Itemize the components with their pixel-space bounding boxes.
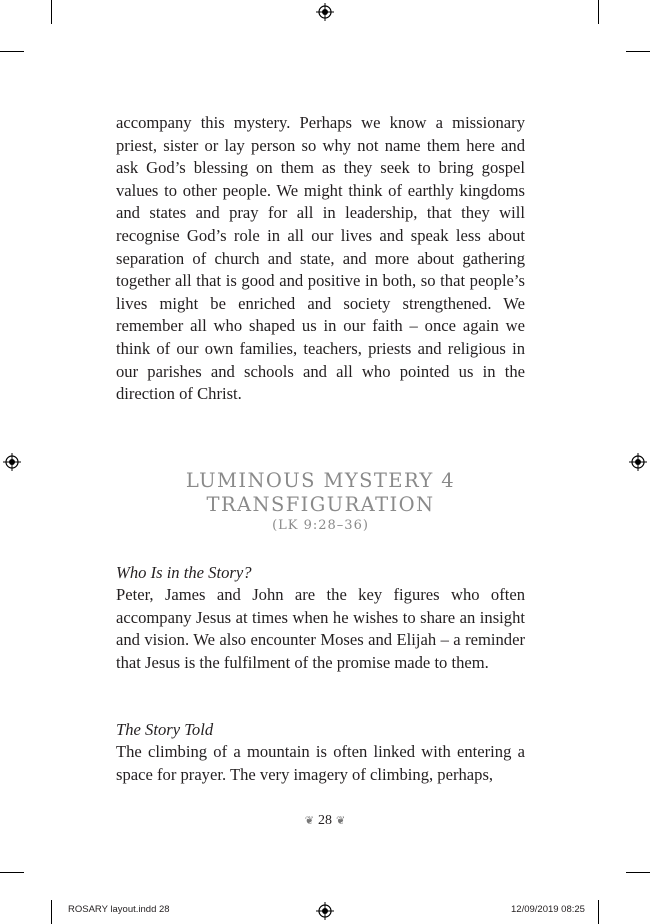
registration-mark-icon [3,453,21,471]
crop-mark [598,900,599,924]
registration-mark-icon [316,902,334,920]
page-number [0,813,650,829]
section-title: The Story Told [116,720,214,739]
crop-mark [598,0,599,24]
crop-mark [0,872,24,873]
crop-mark [51,900,52,924]
body-paragraph: accompany this mystery. Perhaps we know a missionary priest, sister or lay person so why not name them here and ask God’s blessing on them as they seek to bring gospel values to other people. We might think of earthly kingdoms and states and pray for all in leadership, that they will recognise God’s role in all our lives and speak less about separation of church and state, and more about gathering together all that is good and positive in both, so that people’s lives might be enriched and society strengthened. We remember all who shaped us in our faith – once again we think of our own families, teachers, priests and religious in our parishes and schools and all who pointed us in the direction of Christ. [116,113,525,404]
crop-mark [51,0,52,24]
crop-mark [0,51,24,52]
registration-mark-icon [629,453,647,471]
slug-file: ROSARY layout.indd 28 [68,904,170,915]
scripture-reference: (LK 9:28–36) [272,518,369,533]
section-body: Peter, James and John are the key figures who often accompany Jesus at times when he wishes to share an insight and vision. We also encounter Moses and Elijah – a reminder that Jesus is the fulfilment of the promise made to them. [116,585,525,672]
leaf-ornament-icon: ❦ [304,815,314,827]
crop-mark [626,872,650,873]
section-title: Who Is in the Story? [116,563,252,582]
slug-datetime: 12/09/2019 08:25 [511,904,585,915]
section-body: The climbing of a mountain is often linked with entering a space for prayer. The very imagery of climbing, perhaps, [116,742,525,784]
heading-line-1: LUMINOUS MYSTERY 4 [185,469,456,492]
registration-mark-icon [316,3,334,21]
page-number-text: 28 [318,813,332,828]
heading-line-2: TRANSFIGURATION [206,493,435,516]
crop-mark [626,51,650,52]
chapter-heading [116,469,525,535]
leaf-ornament-icon: ❦ [336,815,346,827]
